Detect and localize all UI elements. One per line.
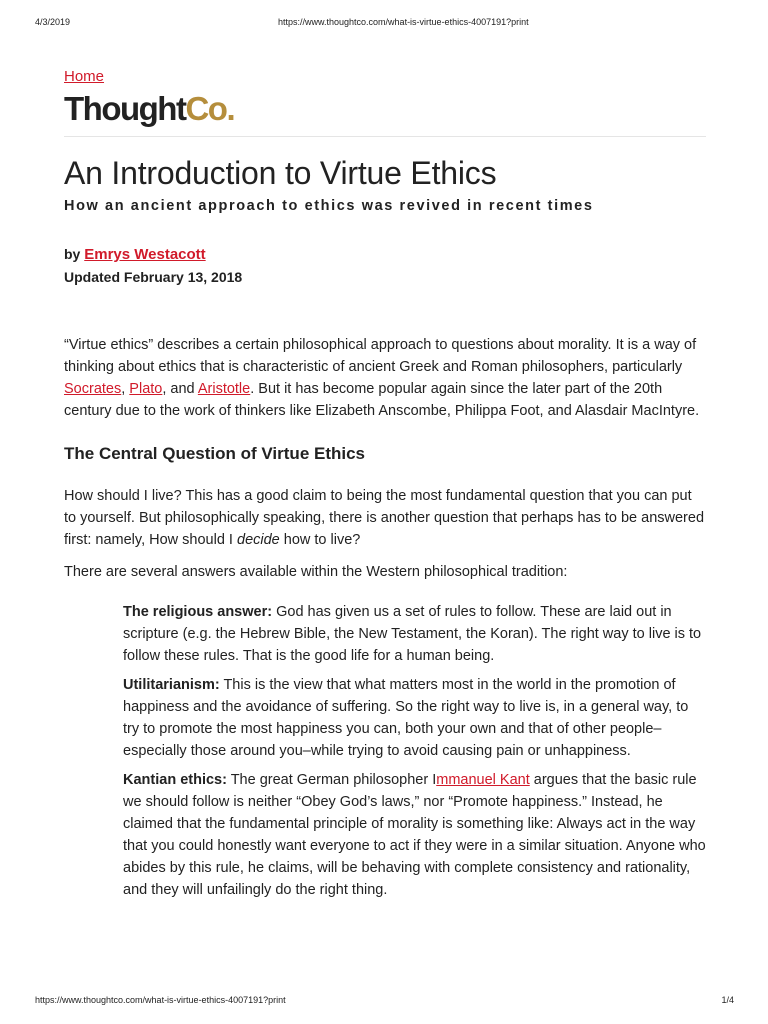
print-url: https://www.thoughtco.com/what-is-virtue-ethics-4007191?print [278, 17, 529, 27]
answer-religious-text: God has given us a set of rules to follow. These are laid out in scripture (e.g. the Hebrew Bible, the New Testament, the Koran). The right way to live is to follow these rules. That is the good life for a human being. [123, 604, 702, 664]
aristotle-link[interactable]: Aristotle [197, 381, 251, 397]
answer-kantian [123, 769, 706, 901]
home-link[interactable]: Home [64, 68, 105, 85]
answer-utilitarianism-text: This is the view that what matters most in the world in the promotion of happiness and the avoidance of suffering. So the right way to live is, in a general way, to try to promote the most happiness you can, both your own and that of other people– especially those around you–while trying to avoid causing pain or unhappiness. [123, 677, 689, 759]
answer-kantian-text-2: argues that the basic rule we should follow is neither “Obey God’s laws,” nor “Promote happiness.” Instead, he claimed that the fundamental principle of morality is something like: Always act in the way that you could honestly want everyone to act if they were in a similar situation. Anyone who abides by this rule, he claims, will be behaving with complete consistency and rationality, and they will unfailingly do the right thing. [123, 772, 706, 898]
intro-text-2: . But it has become popular again since the later part of the 20th century due to the work of thinkers like Elizabeth Anscombe, Philippa Foot, and Alasdair MacIntyre. [64, 381, 700, 419]
article-title: An Introduction to Virtue Ethics [64, 155, 497, 191]
logo-dot: . [226, 90, 235, 127]
question-emphasis: decide [237, 532, 280, 548]
byline-prefix: by [64, 246, 81, 262]
question-text-1: How should I live? This has a good claim to being the most fundamental question that you can put to yourself. But philosophically speaking, there is another question that perhaps has to be answered first: namely, How should I [64, 488, 705, 548]
question-text-2: how to live? [279, 532, 361, 548]
byline [64, 244, 706, 265]
answer-kantian-label: Kantian ethics: [123, 772, 227, 788]
socrates-link[interactable]: Socrates [64, 381, 122, 397]
intro-paragraph [64, 334, 706, 422]
article-subtitle: How an ancient approach to ethics was revived in recent times [64, 198, 594, 214]
thoughtco-logo[interactable] [64, 90, 706, 128]
print-date: 4/3/2019 [35, 17, 71, 27]
page-number: 1/4 [721, 995, 734, 1005]
section-heading: The Central Question of Virtue Ethics [64, 444, 366, 463]
updated-date: Updated February 13, 2018 [64, 269, 243, 285]
answer-kantian-text-1: The great German philosopher I [226, 772, 437, 788]
intro-sep-1: , [121, 381, 130, 397]
logo-thought: Thought [64, 90, 186, 127]
question-paragraph [64, 485, 706, 551]
answers-list [123, 601, 706, 901]
author-link[interactable]: Emrys Westacott [84, 246, 206, 263]
logo-co: Co [185, 90, 227, 127]
answers-intro: There are several answers available within the Western philosophical tradition: [64, 564, 568, 580]
plato-link[interactable]: Plato [129, 381, 163, 397]
answer-religious-label: The religious answer: [123, 604, 273, 620]
answer-utilitarianism [123, 674, 706, 762]
kant-link[interactable]: mmanuel Kant [436, 772, 530, 788]
intro-sep-2: , and [162, 381, 198, 397]
answer-utilitarianism-label: Utilitarianism: [123, 677, 220, 693]
header-divider [64, 136, 706, 137]
answer-religious [123, 601, 706, 667]
article-page [64, 66, 706, 908]
intro-text-1: “Virtue ethics” describes a certain philosophical approach to questions about morality. It is a way of thinking about ethics that is characteristic of ancient Greek and Roman philosophers, particularly [64, 337, 697, 375]
footer-url: https://www.thoughtco.com/what-is-virtue-ethics-4007191?print [35, 995, 286, 1005]
